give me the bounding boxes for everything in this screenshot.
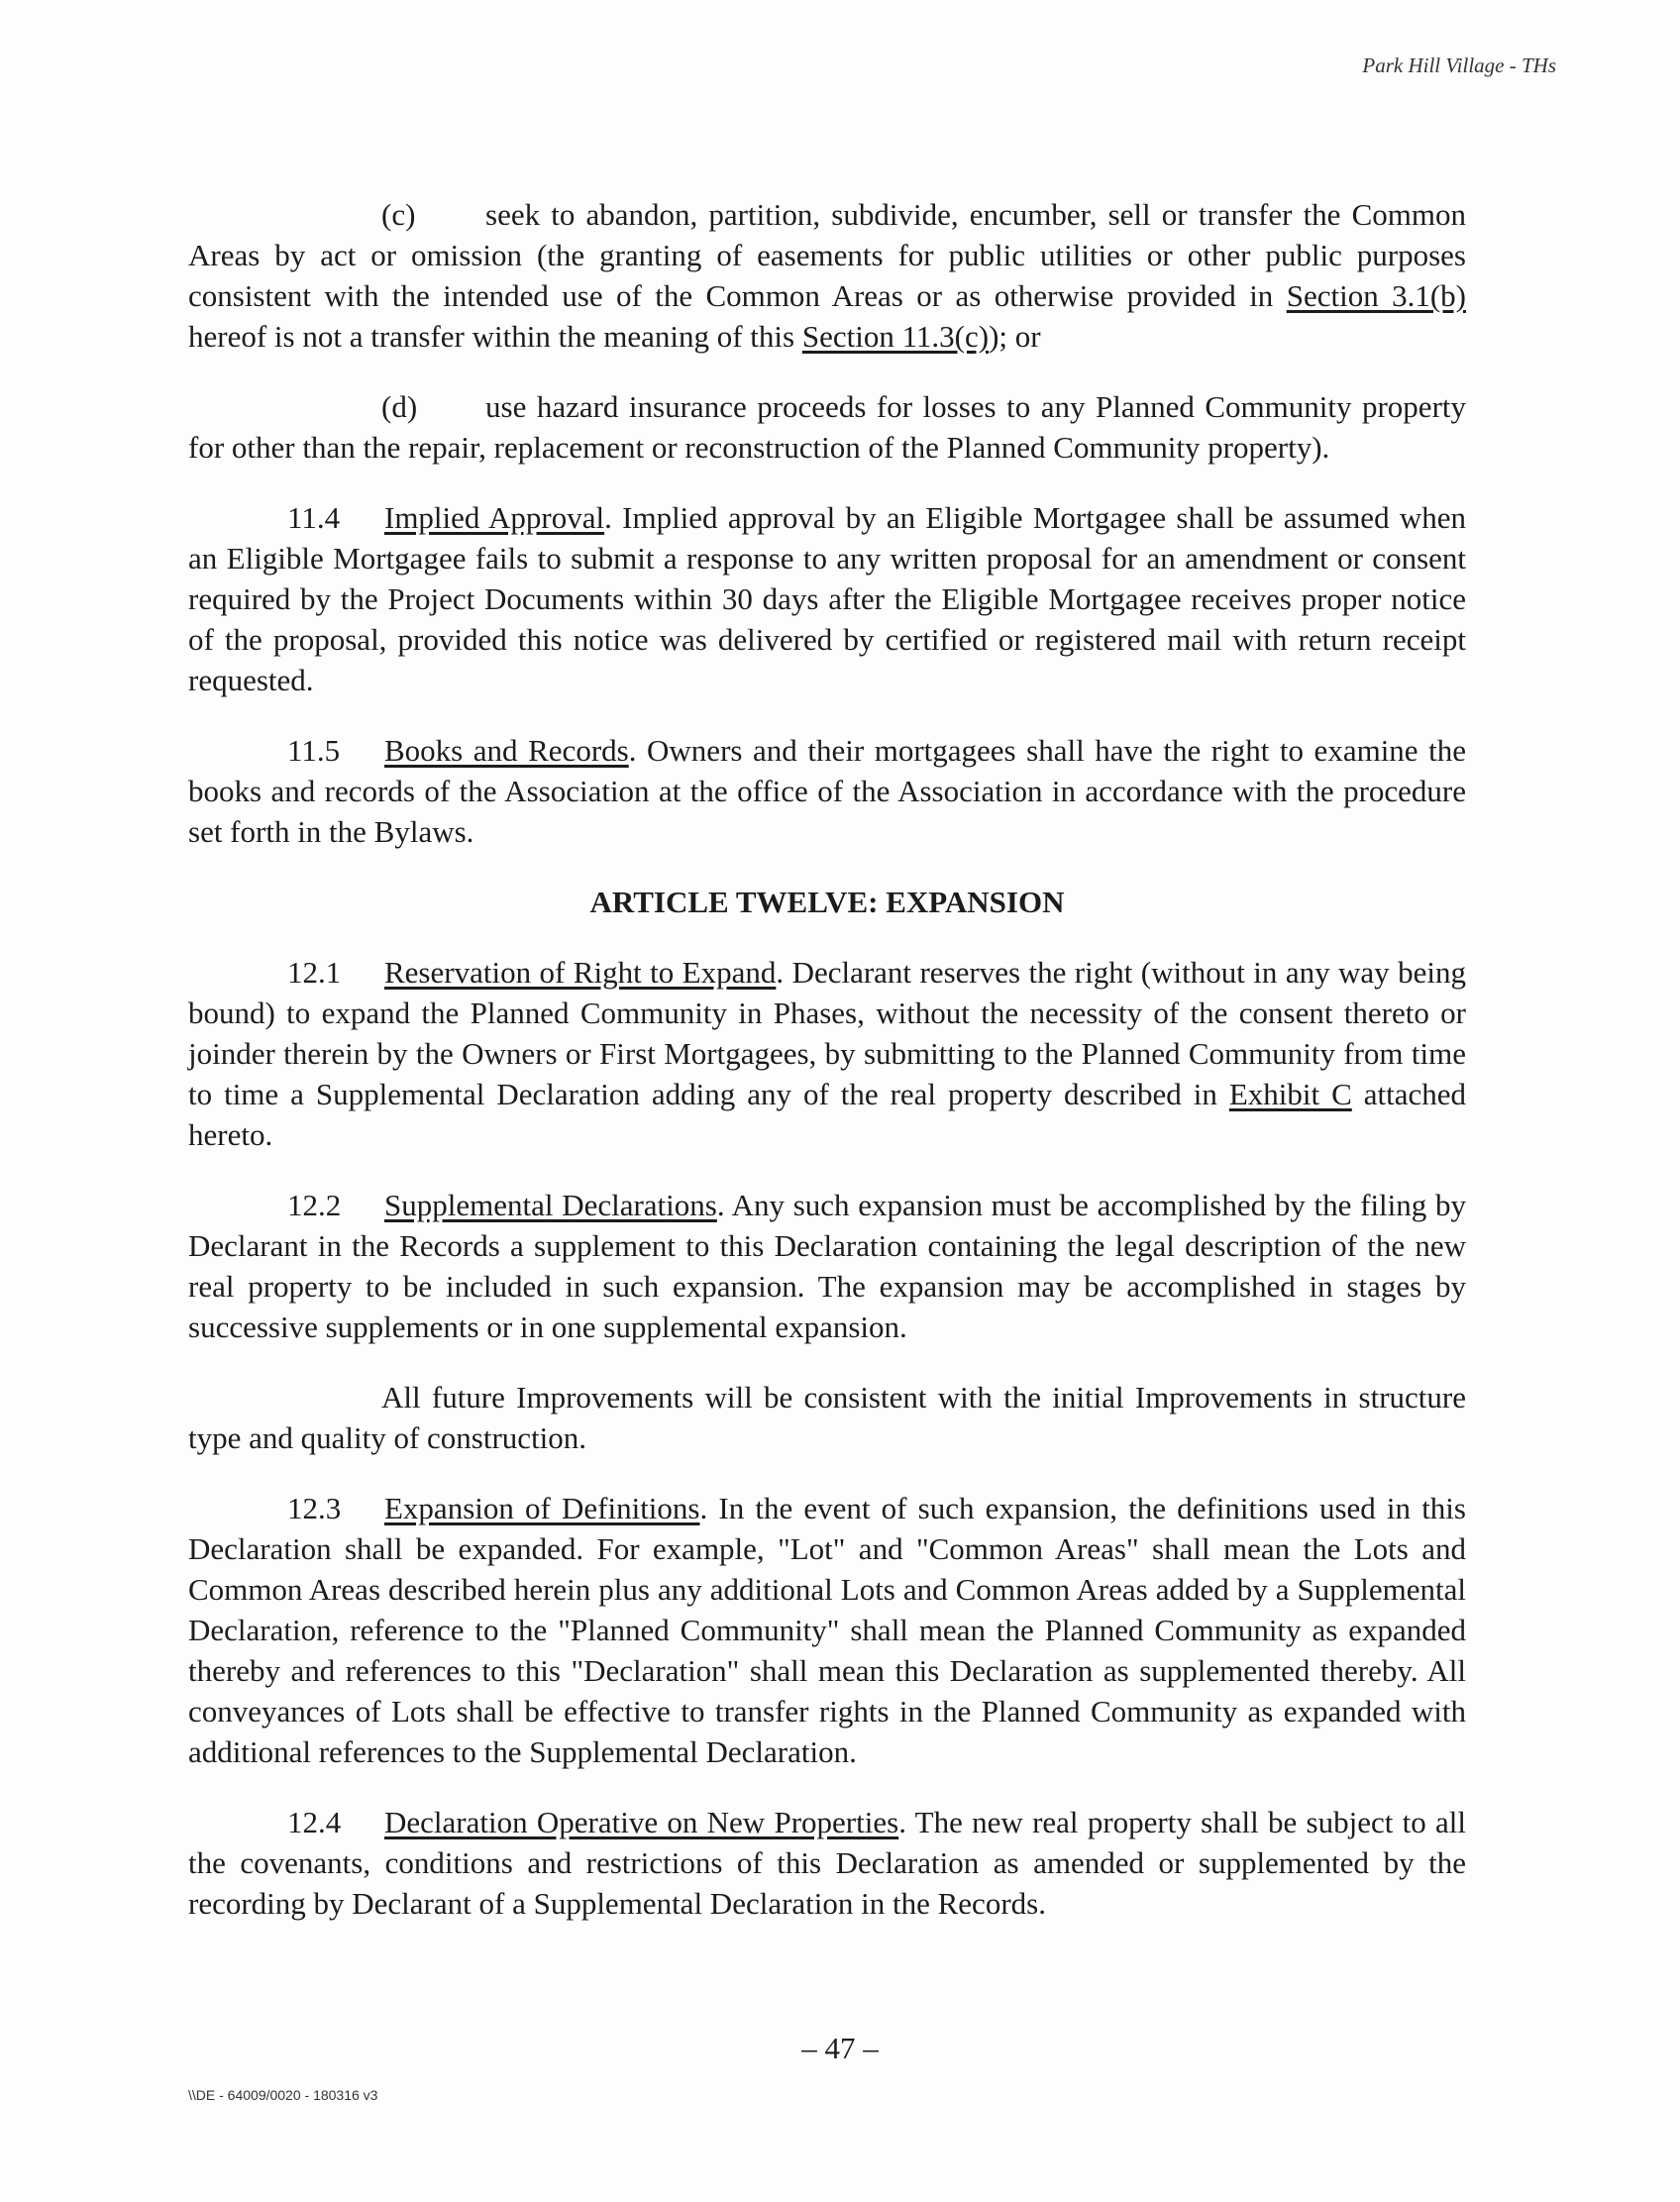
section-title: Expansion of Definitions [384, 1491, 700, 1525]
section-11-5 [188, 730, 1466, 852]
document-body [188, 194, 1466, 1953]
section-title: Reservation of Right to Expand [384, 955, 777, 990]
section-text: attached hereto. [188, 1077, 1467, 1152]
section-12-2-continuation: All future Improvements will be consistent with the initial Improvements in structure type and quality of construction. [188, 1380, 1466, 1455]
section-text: . Implied approval by an Eligible Mortgagee shall be assumed when an Eligible Mortgagee fails to submit a response to any written proposal for an amendment or consent required by the Project Documents within 30 days after the Eligible Mortgagee receives proper notice of the proposal, provided this notice was delivered by certified or registered mail with return receipt requested. [188, 500, 1467, 697]
running-header: Park Hill Village - THs [1362, 53, 1556, 77]
subsection-text: ); or [989, 319, 1041, 354]
exhibit-reference: Exhibit C [1228, 1077, 1352, 1111]
section-title: Books and Records [384, 733, 629, 768]
section-number: 12.3 [287, 1491, 342, 1525]
section-number: 12.2 [287, 1188, 342, 1222]
subsection-c [188, 194, 1466, 357]
section-12-3 [188, 1488, 1466, 1772]
section-number: 11.4 [287, 500, 341, 535]
section-title: Supplemental Declarations [384, 1188, 717, 1222]
section-text: . Any such expansion must be accomplished by the filing by Declarant in the Records a supplement to this Declaration containing the legal description of the new real property to be included in such expansion. The expansion may be accomplished in stages by successive supplements or in one supplemental expansion. [188, 1188, 1466, 1344]
article-heading: ARTICLE TWELVE: EXPANSION [589, 885, 1065, 919]
subsection-text: use hazard insurance proceeds for losses to any Planned Community property for other than the repair, replacement or reconstruction of the Planned Community property). [188, 389, 1466, 465]
section-12-2 [188, 1185, 1466, 1347]
section-title: Implied Approval [384, 500, 605, 535]
subsection-text: hereof is not a transfer within the meaning of this [188, 319, 802, 354]
section-text: . Declarant reserves the right (without in any way being bound) to expand the Planned Community in Phases, without the necessity of the consent thereto or joinder therein by the Owners or First Mortgagees, by submitting to the Planned Community from time to time a Supplemental Declaration adding any of the real property described in [188, 955, 1466, 1111]
section-12-4 [188, 1802, 1466, 1924]
subsection-label: (d) [381, 389, 418, 424]
section-number: 11.5 [287, 733, 341, 768]
section-number: 12.4 [287, 1805, 342, 1839]
section-reference: Section 11.3(c) [801, 319, 990, 354]
section-reference: Section 3.1(b) [1286, 278, 1466, 313]
section-text: . Owners and their mortgagees shall have the right to examine the books and records of the Association at the office of the Association in accordance with the procedure set forth in the Bylaws. [188, 733, 1466, 849]
subsection-text: seek to abandon, partition, subdivide, encumber, sell or transfer the Common Areas by act or omission (the granting of easements for public utilities or other public purposes consistent with the intended use of the Common Areas or as otherwise provided in [188, 197, 1466, 313]
section-text: . The new real property shall be subject to all the covenants, conditions and restrictions of this Declaration as amended or supplemented by the recording by Declarant of a Supplemental Declaration in the Records. [188, 1805, 1467, 1921]
page-number: – 47 – [801, 2031, 879, 2065]
document-id: \\DE - 64009/0020 - 180316 v3 [188, 2087, 378, 2103]
section-number: 12.1 [287, 955, 342, 990]
section-text: . In the event of such expansion, the definitions used in this Declaration shall be expanded. For example, "Lot" and "Common Areas" shall mean the Lots and Common Areas described herein plus any additional Lots and Common Areas added by a Supplemental Declaration, reference to the "Planned Community" shall mean the Planned Community as expanded thereby and references to this "Declaration" shall mean this Declaration as supplemented thereby. All conveyances of Lots shall be effective to transfer rights in the Planned Community as expanded with additional references to the Supplemental Declaration. [188, 1491, 1466, 1769]
subsection-label: (c) [381, 197, 416, 232]
subsection-d [188, 386, 1466, 468]
section-11-4 [188, 497, 1466, 700]
section-title: Declaration Operative on New Properties [384, 1805, 899, 1839]
section-12-1 [188, 952, 1466, 1155]
